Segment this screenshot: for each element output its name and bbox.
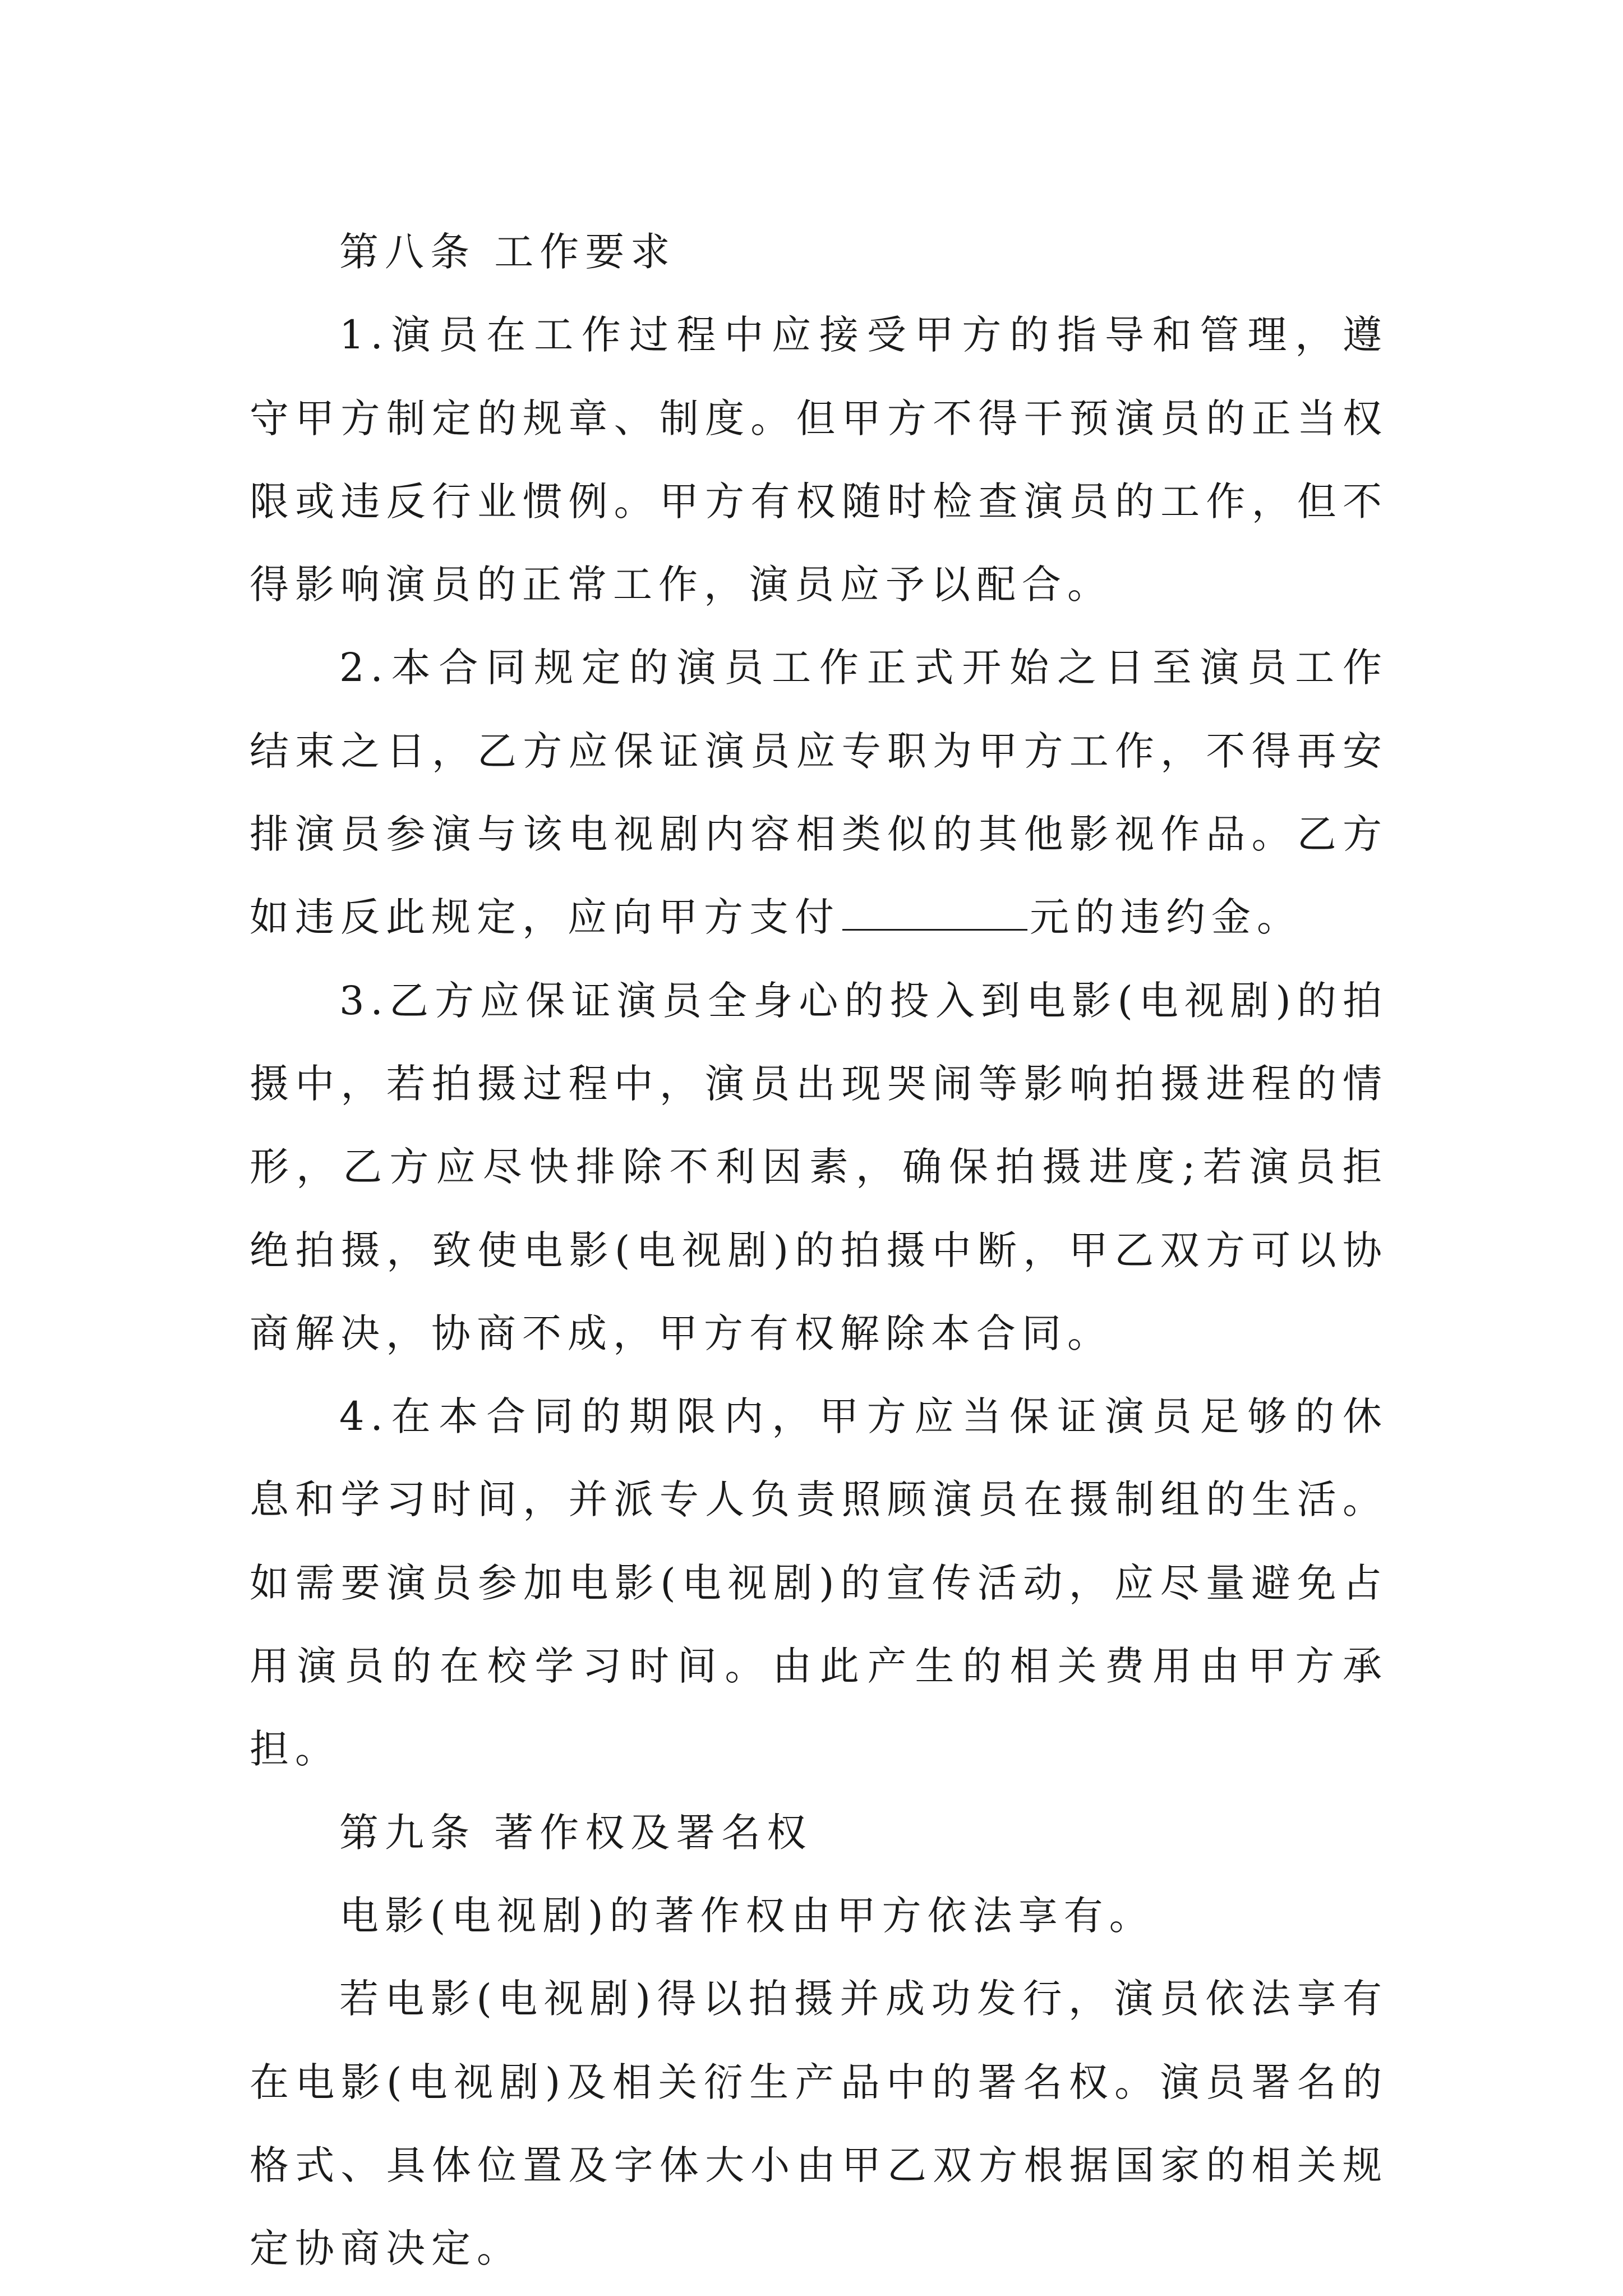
article-8-item-2-tail: 元的违约金。 [1030,894,1302,941]
article-9-heading: 第九条 著作权及署名权 [339,1809,813,1856]
article-8-item-3: 3.乙方应保证演员全身心的投入到电影(电视剧)的拍摄中，若拍摄过程中，演员出现哭闹等影响拍摄进程的情形，乙方应尽快排除不利因素，确保拍摄进度;若演员拒绝拍摄，致使电影(电视剧)的拍摄中断，甲乙双方可以协商解决，协商不成，甲方有权解除本合同。 [250,977,1388,1356]
article-9-paragraph-2: 若电影(电视剧)得以拍摄并成功发行，演员依法享有在电影(电视剧)及相关衍生产品中的署名权。演员署名的格式、具体位置及字体大小由甲乙双方根据国家的相关规定协商决定。 [250,1976,1388,2272]
article-8-item-2-text: 2.本合同规定的演员工作正式开始之日至演员工作结束之日，乙方应保证演员应专职为甲方工作，不得再安排演员参演与该电视剧内容相类似的其他影视作品。乙方如违反此规定，应向甲方支付 [250,645,1388,941]
article-8-item-4: 4.在本合同的期限内，甲方应当保证演员足够的休息和学习时间，并派专人负责照顾演员在摄制组的生活。如需要演员参加电影(电视剧)的宣传活动，应尽量避免占用演员的在校学习时间。由此产生的相关费用由甲方承担。 [250,1393,1388,1773]
document-body [250,210,1388,2290]
article-8-item-2 [250,626,1388,959]
article-8-heading: 第八条 工作要求 [339,229,676,275]
penalty-amount-blank [842,895,1027,931]
article-8-item-1: 1.演员在工作过程中应接受甲方的指导和管理，遵守甲方制定的规章、制度。但甲方不得干预演员的正当权限或违反行业惯例。甲方有权随时检查演员的工作，但不得影响演员的正常工作，演员应予以配合。 [250,312,1388,608]
article-9-paragraph-1: 电影(电视剧)的著作权由甲方依法享有。 [339,1892,1155,1939]
